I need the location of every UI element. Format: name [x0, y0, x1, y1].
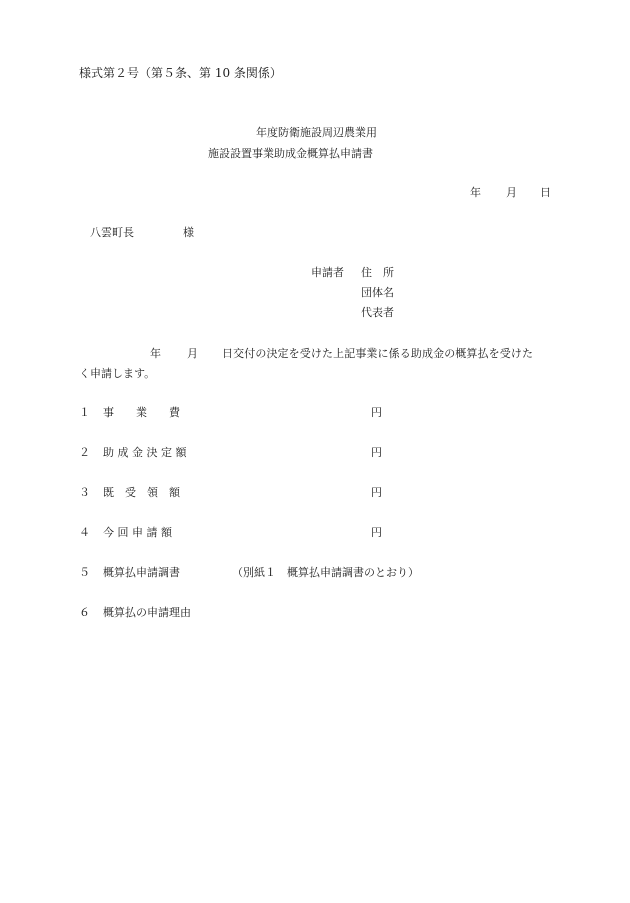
title-line-2: 施設設置事業助成金概算払申請書 [208, 147, 373, 160]
body-text-line-1: 日交付の決定を受けた上記事業に係る助成金の概算払を受けた [222, 347, 534, 360]
date-month: 月 [506, 186, 517, 199]
date-day: 日 [540, 186, 551, 199]
item-unit: 円 [371, 486, 382, 499]
item-number: ４ [79, 526, 90, 539]
date-year: 年 [470, 186, 481, 199]
title-line-1: 年度防衛施設周辺農業用 [256, 126, 377, 139]
item-label: 概算払申請調書 [103, 566, 180, 579]
item-label: 今 回 申 請 額 [103, 526, 172, 539]
body-text-line-2: く申請します。 [79, 367, 156, 380]
item-unit: 円 [371, 406, 382, 419]
item-label: 既 受 領 額 [103, 486, 180, 499]
item-number: ６ [79, 606, 90, 619]
addressee-honorific: 様 [183, 226, 194, 239]
item-label: 助 成 金 決 定 額 [103, 446, 187, 459]
addressee-name: 八雲町長 [90, 226, 134, 239]
applicant-address-label: 住 所 [361, 266, 394, 279]
item-number: ２ [79, 446, 90, 459]
item-unit: 円 [371, 526, 382, 539]
item-label: 概算払の申請理由 [103, 606, 191, 619]
item-note: （別紙１ 概算払申請調書のとおり） [232, 566, 419, 579]
applicant-rep-label: 代表者 [361, 306, 394, 319]
form-number: 様式第２号（第５条、第 10 条関係） [79, 66, 282, 80]
body-year: 年 [150, 347, 161, 360]
applicant-label: 申請者 [311, 266, 344, 279]
item-number: １ [79, 406, 90, 419]
item-unit: 円 [371, 446, 382, 459]
body-month: 月 [187, 347, 198, 360]
item-number: ５ [79, 566, 90, 579]
item-label: 事 業 費 [103, 406, 180, 419]
item-number: ３ [79, 486, 90, 499]
applicant-org-label: 団体名 [361, 286, 394, 299]
